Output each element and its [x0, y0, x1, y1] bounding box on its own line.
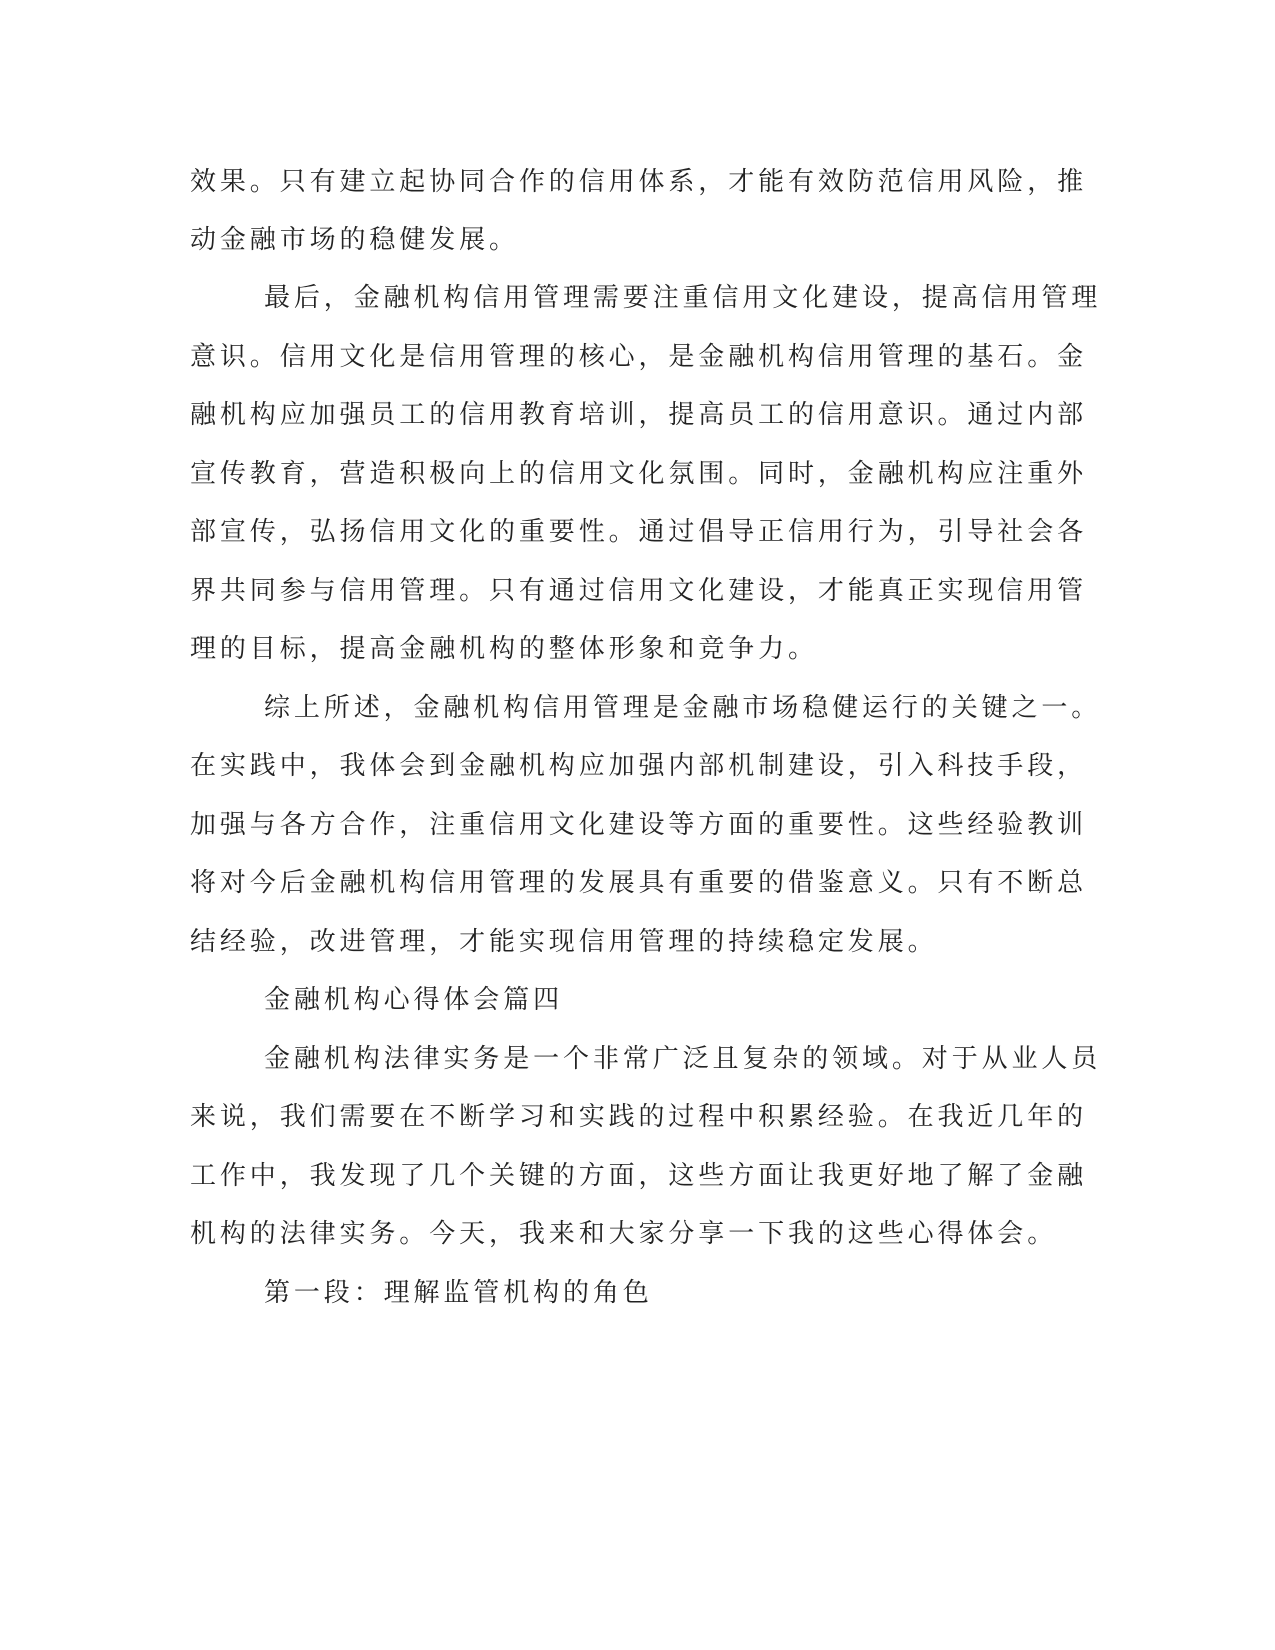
subsection-heading: 第一段：理解监管机构的角色: [264, 1278, 653, 1308]
text-line: 融机构应加强员工的信用教育培训，提高员工的信用意识。通过内部: [190, 400, 1088, 430]
text-line: 宣传教育，营造积极向上的信用文化氛围。同时，金融机构应注重外: [190, 459, 1088, 489]
text-line: 动金融市场的稳健发展。: [190, 225, 519, 255]
section-heading: 金融机构心得体会篇四: [264, 985, 564, 1015]
text-line: 结经验，改进管理，才能实现信用管理的持续稳定发展。: [190, 927, 938, 957]
text-line: 工作中，我发现了几个关键的方面，这些方面让我更好地了解了金融: [190, 1161, 1088, 1191]
text-line: 机构的法律实务。今天，我来和大家分享一下我的这些心得体会。: [190, 1219, 1058, 1249]
text-line: 在实践中，我体会到金融机构应加强内部机制建设，引入科技手段，: [190, 751, 1088, 781]
text-line: 部宣传，弘扬信用文化的重要性。通过倡导正信用行为，引导社会各: [190, 517, 1088, 547]
text-line: 效果。只有建立起协同合作的信用体系，才能有效防范信用风险，推: [190, 167, 1088, 197]
text-line: 来说，我们需要在不断学习和实践的过程中积累经验。在我近几年的: [190, 1102, 1088, 1132]
text-line: 加强与各方合作，注重信用文化建设等方面的重要性。这些经验教训: [190, 810, 1088, 840]
paragraph-first-line: 最后，金融机构信用管理需要注重信用文化建设，提高信用管理: [264, 283, 1102, 313]
paragraph-first-line: 综上所述，金融机构信用管理是金融市场稳健运行的关键之一。: [264, 693, 1102, 723]
text-line: 意识。信用文化是信用管理的核心，是金融机构信用管理的基石。金: [190, 342, 1088, 372]
text-line: 界共同参与信用管理。只有通过信用文化建设，才能真正实现信用管: [190, 576, 1088, 606]
text-line: 理的目标，提高金融机构的整体形象和竞争力。: [190, 634, 818, 664]
paragraph-first-line: 金融机构法律实务是一个非常广泛且复杂的领域。对于从业人员: [264, 1044, 1102, 1074]
text-line: 将对今后金融机构信用管理的发展具有重要的借鉴意义。只有不断总: [190, 868, 1088, 898]
